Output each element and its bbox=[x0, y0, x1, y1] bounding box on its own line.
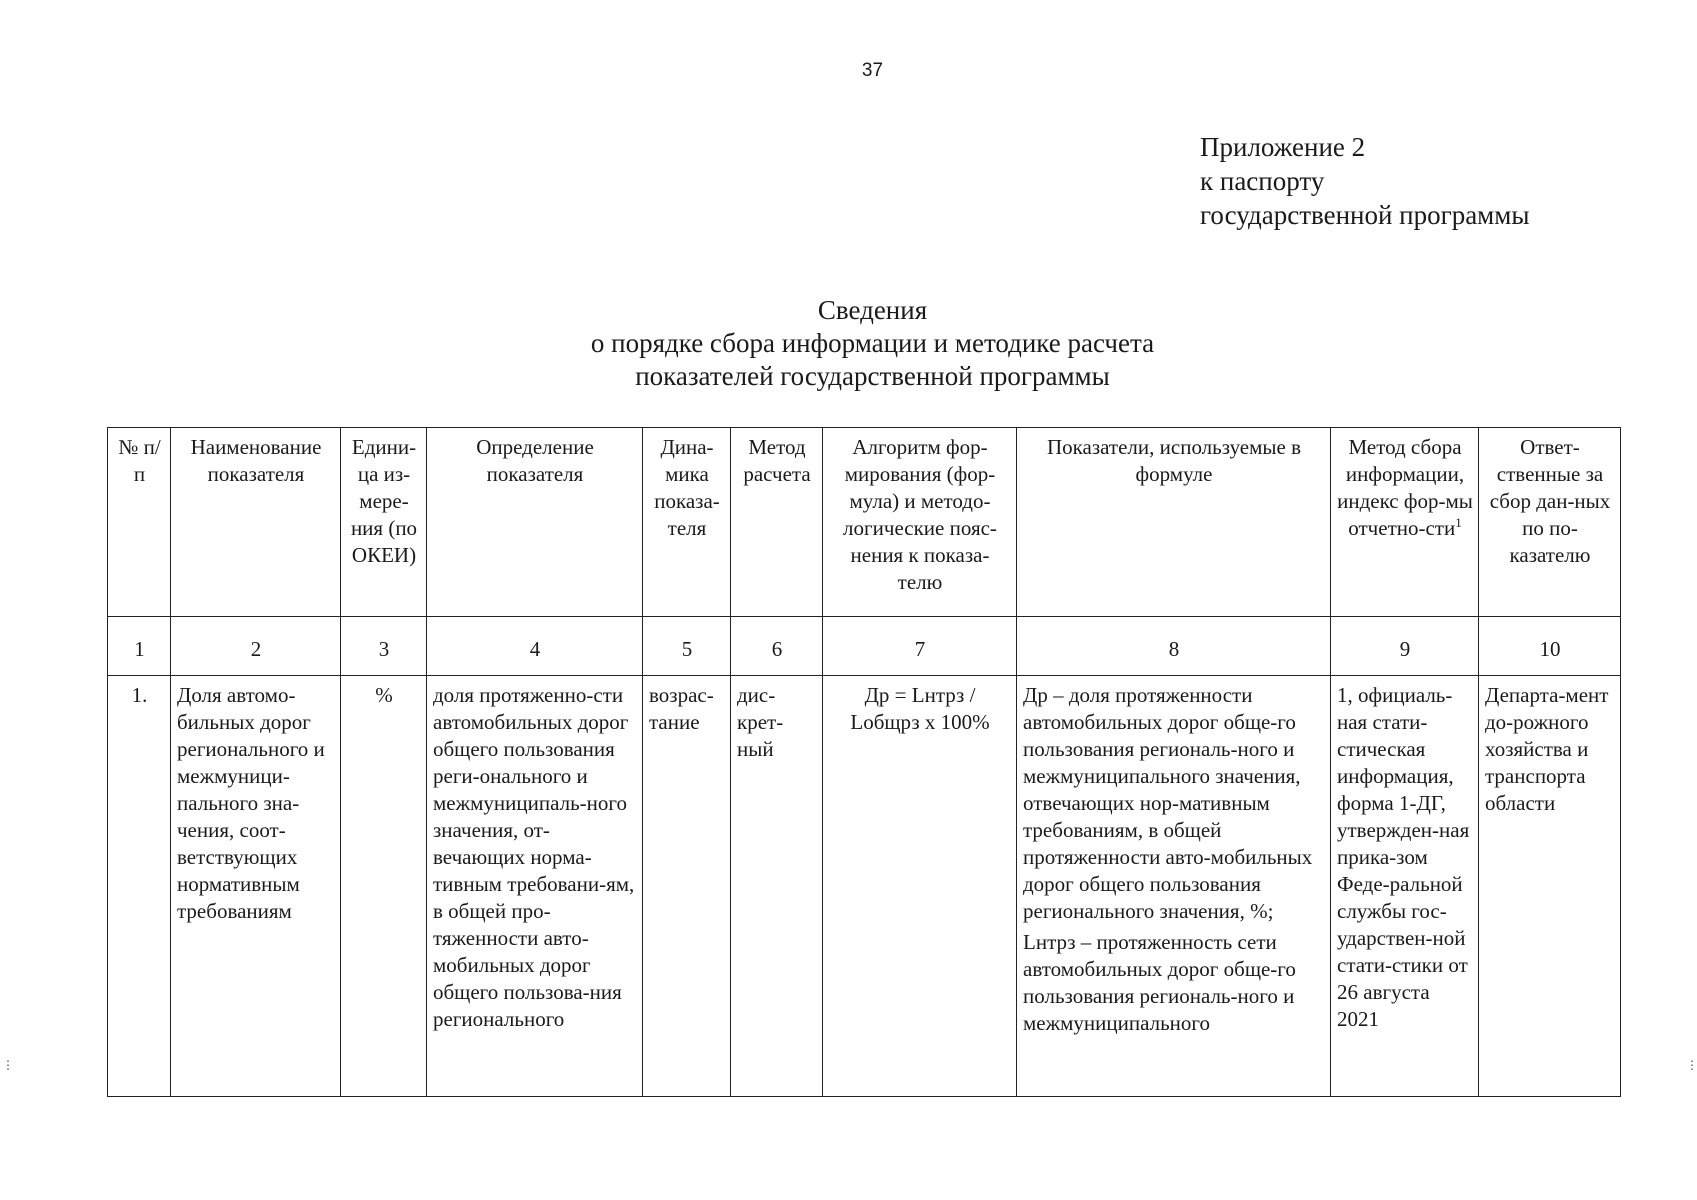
column-number: 1 bbox=[108, 617, 171, 676]
title-line-1: Сведения bbox=[817, 295, 928, 325]
appendix-line-2: к паспорту bbox=[1200, 166, 1325, 196]
footnote-marker: 1 bbox=[1455, 515, 1462, 530]
header-cell-num: № п/п bbox=[108, 428, 171, 617]
column-number: 10 bbox=[1479, 617, 1621, 676]
cell-collection-method: 1, официаль-ная стати-стическая информация, форма 1-ДГ, утвержден-ная прика-зом Феде-ральной службы гос-ударствен-ной стати-стики от 26 августа 2021 bbox=[1331, 676, 1479, 1097]
indicators-paragraph-1: Др – доля протяженности автомобильных дорог обще-го пользования региональ-ного и межмуниципального значения, отвечающих нор-мативным требованиям, в общей протяженности авто-мобильных дорог общего пользования регионального значения, %; bbox=[1023, 683, 1313, 923]
header-cell-algorithm: Алгоритм фор-мирования (фор-мула) и методо-логические пояс-нения к показа-телю bbox=[823, 428, 1017, 617]
title-line-2: о порядке сбора информации и методике расчета bbox=[590, 328, 1155, 358]
table-row bbox=[108, 676, 1621, 1097]
cell-row-number: 1. bbox=[108, 676, 171, 1097]
title-line-3: показателей государственной программы bbox=[635, 361, 1110, 391]
cell-unit: % bbox=[341, 676, 427, 1097]
column-number: 6 bbox=[731, 617, 823, 676]
cell-definition: доля протяженно-сти автомобильных дорог общего пользования реги-онального и межмуниципаль-ного значения, от-вечающих норма-тивным требовани-ям, в общей про-тяженности авто-мобильных дорог общего пользова-ния регионального bbox=[427, 676, 643, 1097]
header-cell-name: Наименование показателя bbox=[171, 428, 341, 617]
header-collection-text: Метод сбора информации, индекс фор-мы отчетно-сти bbox=[1337, 435, 1473, 540]
cell-algorithm: Др = Lнтрз / Lобщрз х 100% bbox=[823, 676, 1017, 1097]
column-number: 9 bbox=[1331, 617, 1479, 676]
cell-calc-method: дис-крет-ный bbox=[731, 676, 823, 1097]
table-column-numbers-row bbox=[108, 617, 1621, 676]
indicators-paragraph-2: Lнтрз – протяженность сети автомобильных дорог обще-го пользования региональ-ного и межмуниципального bbox=[1023, 930, 1296, 1035]
header-cell-definition: Определение показателя bbox=[427, 428, 643, 617]
header-cell-indicators: Показатели, используемые в формуле bbox=[1017, 428, 1331, 617]
indicators-table bbox=[107, 427, 1621, 1097]
table-header-row bbox=[108, 428, 1621, 617]
header-cell-dynamics: Дина-мика показа-теля bbox=[643, 428, 731, 617]
header-cell-collection bbox=[1331, 428, 1479, 617]
page-number: 37 bbox=[861, 60, 884, 81]
column-number: 2 bbox=[171, 617, 341, 676]
appendix-line-3: государственной программы bbox=[1200, 200, 1530, 230]
appendix-line-1: Приложение 2 bbox=[1200, 132, 1366, 162]
header-cell-unit: Едини-ца из-мере-ния (по ОКЕИ) bbox=[341, 428, 427, 617]
cell-responsible: Департа-мент до-рожного хозяйства и транспорта области bbox=[1479, 676, 1621, 1097]
header-cell-responsible: Ответ-ственные за сбор дан-ных по по-казателю bbox=[1479, 428, 1621, 617]
column-number: 3 bbox=[341, 617, 427, 676]
column-number: 5 bbox=[643, 617, 731, 676]
scan-edge-mark-right: ⋮ bbox=[1686, 1058, 1697, 1072]
column-number: 4 bbox=[427, 617, 643, 676]
cell-dynamics: возрас-тание bbox=[643, 676, 731, 1097]
document-title bbox=[0, 294, 1697, 393]
appendix-label bbox=[1200, 130, 1530, 232]
cell-indicators bbox=[1017, 676, 1331, 1097]
column-number: 8 bbox=[1017, 617, 1331, 676]
cell-indicator-name: Доля автомо-бильных дорог регионального и межмуници-пального зна-чения, соот-ветствующих нормативным требованиям bbox=[171, 676, 341, 1097]
header-cell-method: Метод расчета bbox=[731, 428, 823, 617]
column-number: 7 bbox=[823, 617, 1017, 676]
scan-edge-mark-left: ⋮ bbox=[2, 1058, 13, 1072]
